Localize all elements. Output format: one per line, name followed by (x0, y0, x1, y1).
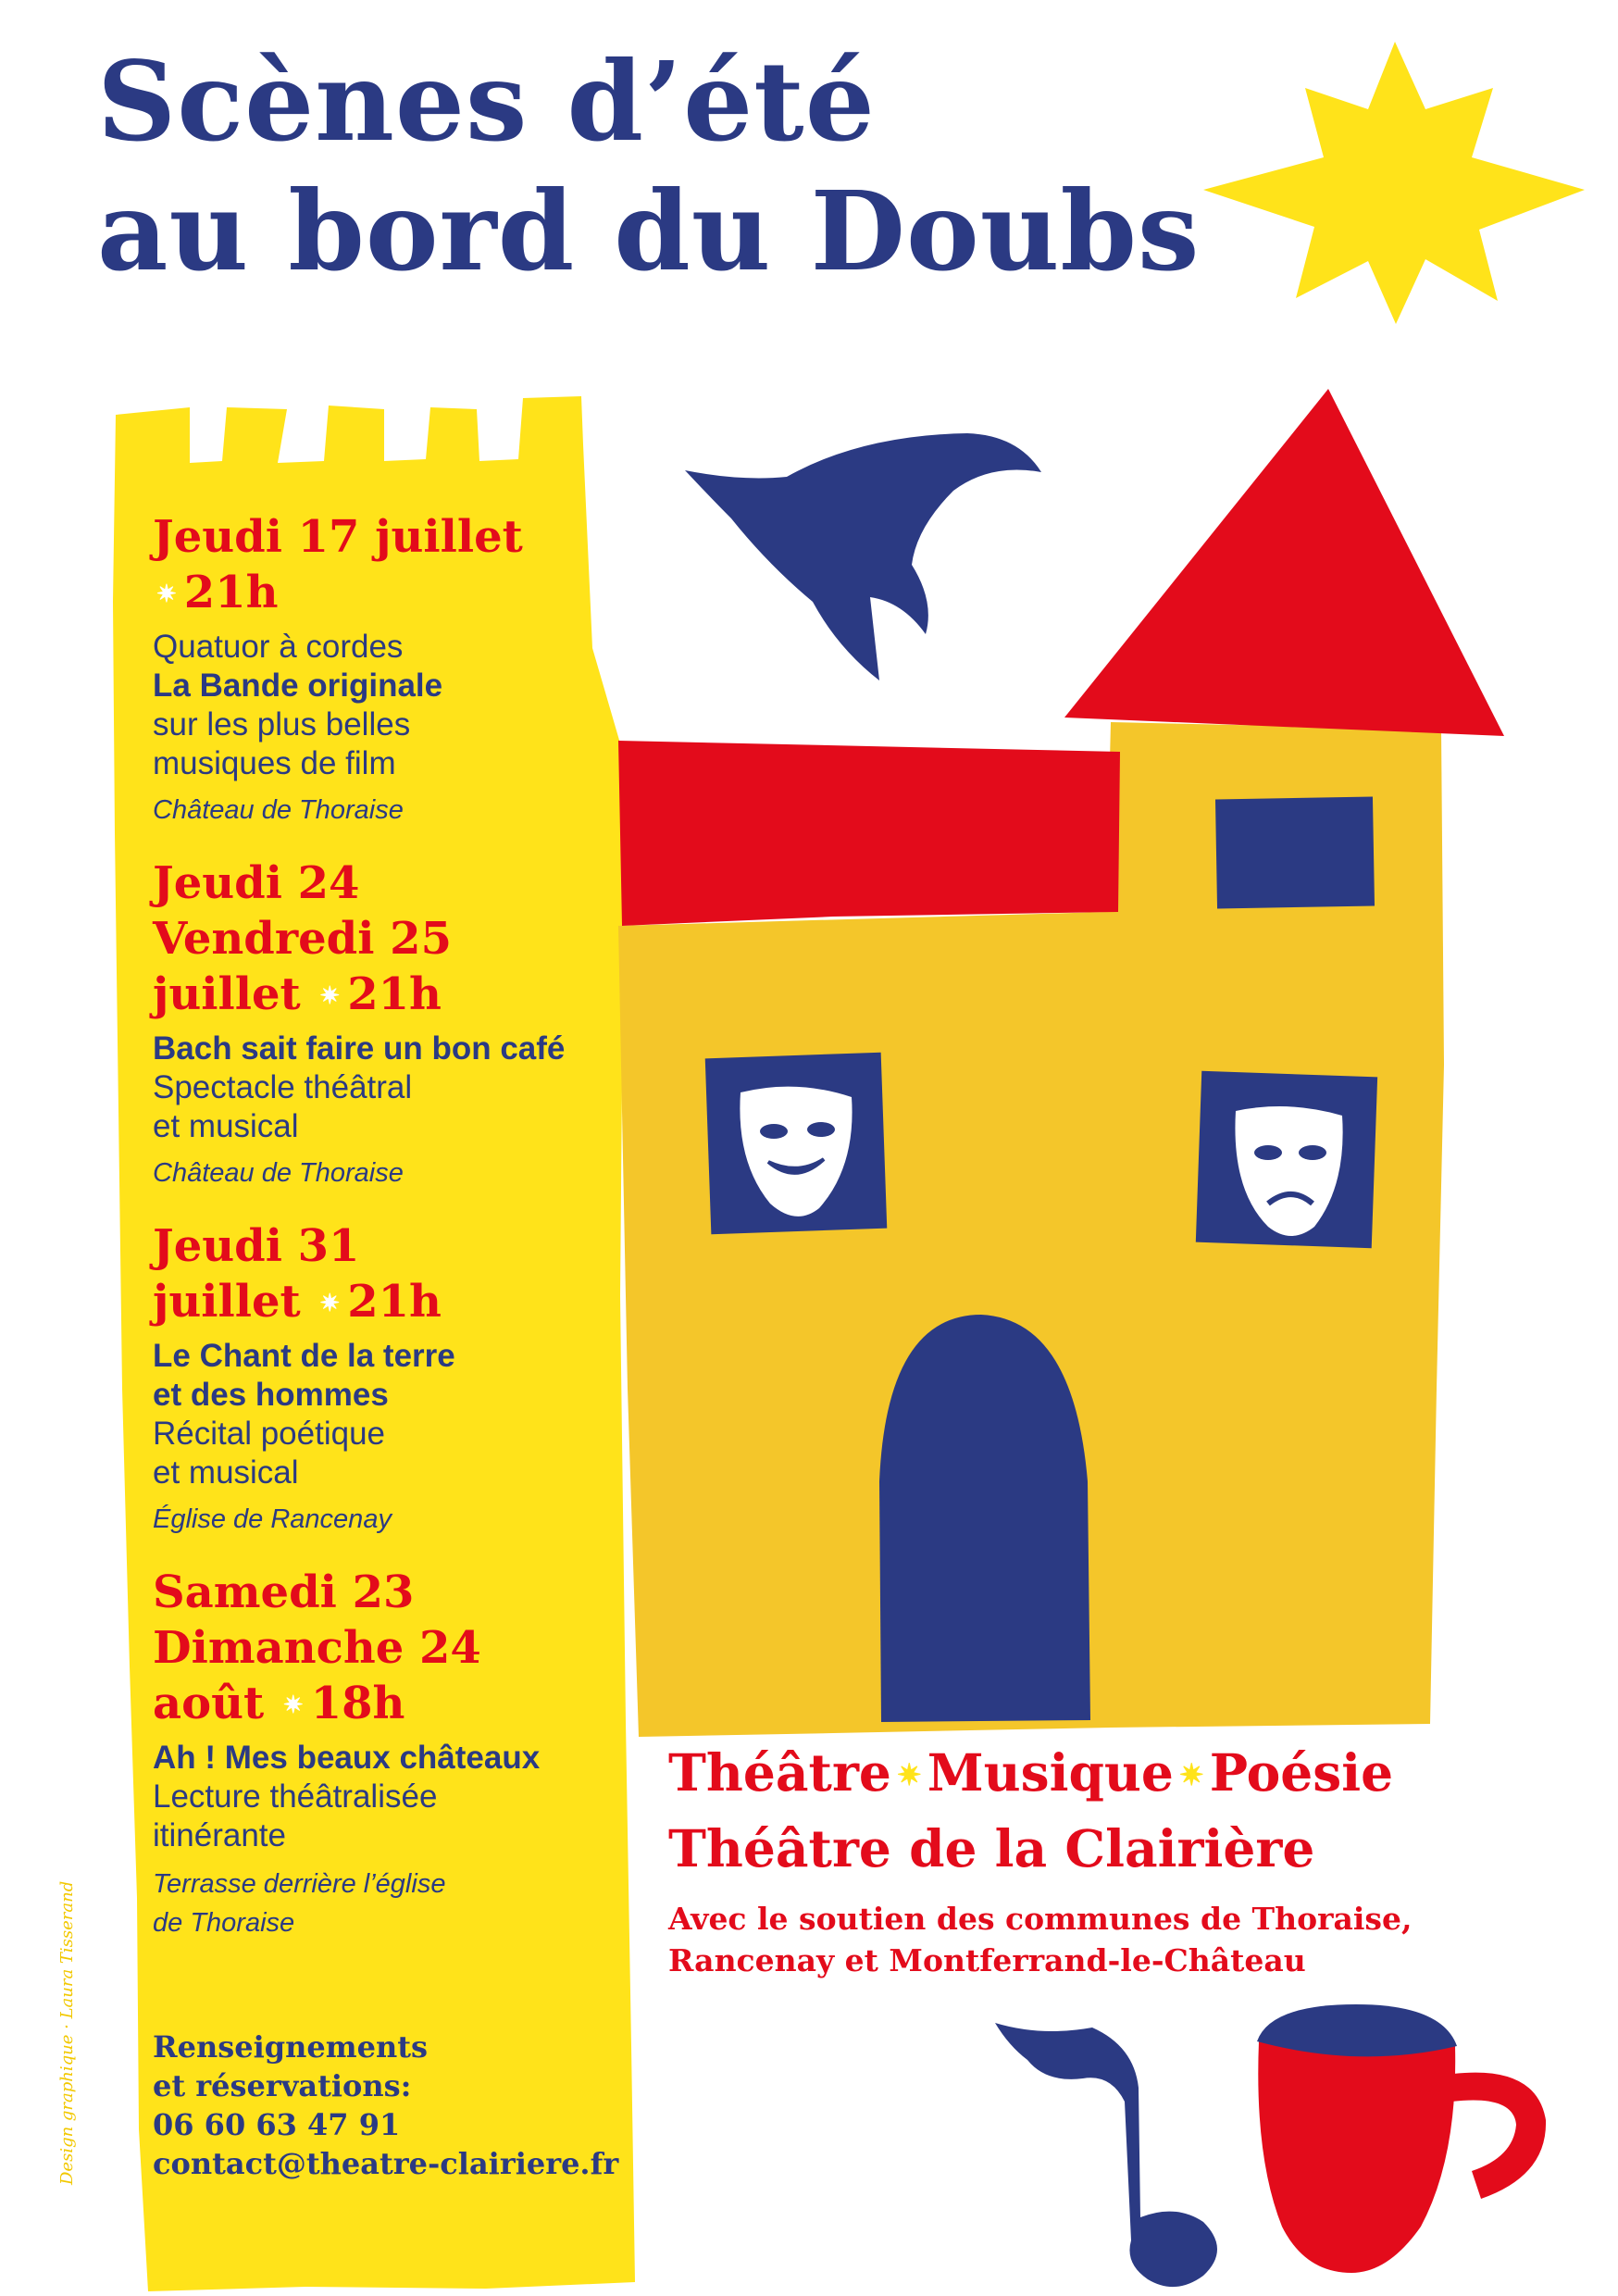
event-line: Lecture théâtralisée (153, 1778, 438, 1815)
event-line: Spectacle théâtral (153, 1069, 413, 1105)
genre-theatre: Théâtre (668, 1742, 891, 1803)
contact-block (153, 2028, 634, 2183)
support-line: Avec le soutien des communes de Thoraise, (668, 1901, 1413, 1937)
event-item (153, 855, 634, 1192)
star-icon: ✷ (319, 982, 341, 1010)
poster-title (97, 37, 1504, 296)
event-venue: Château de Thoraise (153, 795, 404, 825)
event-venue: Château de Thoraise (153, 1158, 404, 1188)
contact-heading: Renseignements (153, 2029, 429, 2065)
event-time: 21h (347, 968, 442, 1020)
event-time: 21h (347, 1276, 442, 1328)
event-time-line (153, 1676, 634, 1739)
event-time: 18h (310, 1678, 405, 1729)
event-title: et des hommes (153, 1377, 389, 1413)
star-icon: ✷ (1178, 1757, 1204, 1792)
event-time-line (153, 1274, 634, 1337)
star-icon: ✷ (156, 580, 177, 608)
event-item (153, 1565, 634, 1942)
event-time-line (153, 967, 634, 1029)
event-date-line: Dimanche 24 (153, 1622, 481, 1674)
event-title: Ah ! Mes beaux châteaux (153, 1740, 541, 1776)
event-month: juillet (153, 1276, 317, 1328)
event-venue: Église de Rancenay (153, 1504, 392, 1534)
design-credit: Design graphique · Laura Tisserand (57, 1880, 77, 2185)
genre-poetry: Poésie (1209, 1742, 1394, 1803)
star-icon: ✷ (896, 1757, 922, 1792)
event-line: et musical (153, 1454, 299, 1491)
event-title: Le Chant de la terre (153, 1338, 455, 1374)
event-month: juillet (153, 968, 317, 1020)
event-line: sur les plus belles (153, 706, 411, 742)
event-line: Quatuor à cordes (153, 629, 404, 665)
event-time: 21h (183, 567, 279, 618)
event-item (153, 1218, 634, 1539)
event-title: La Bande originale (153, 668, 443, 704)
poster-title-line-1: Scènes d’été (97, 37, 876, 166)
support-line: Rancenay et Montferrand-le-Château (668, 1942, 1306, 1978)
event-item (153, 509, 634, 830)
event-date-line: Samedi 23 (153, 1566, 415, 1618)
contact-email[interactable]: contact@theatre-clairiere.fr (153, 2146, 619, 2181)
event-month: août (153, 1678, 280, 1729)
genres-line (668, 1741, 1393, 1813)
event-venue: de Thoraise (153, 1908, 295, 1938)
music-note-icon (995, 2023, 1217, 2287)
event-date-line: Vendredi 25 (153, 913, 452, 965)
castle-red-band (618, 741, 1120, 926)
event-date-line: Jeudi 24 (153, 857, 360, 909)
contact-phone[interactable]: 06 60 63 47 91 (153, 2107, 401, 2142)
event-line: musiques de film (153, 745, 396, 781)
castle-red-roof (1064, 389, 1504, 736)
star-icon: ✷ (282, 1691, 304, 1719)
company-name: Théâtre de la Clairière (668, 1818, 1315, 1878)
castle-window (1215, 797, 1375, 909)
event-line: Récital poétique (153, 1416, 385, 1452)
event-line: et musical (153, 1108, 299, 1144)
event-list (153, 509, 634, 1968)
coffee-cup-icon (1258, 2041, 1546, 2273)
event-date-line: Jeudi 31 (153, 1220, 360, 1272)
castle-door (879, 1315, 1090, 1722)
event-time-line (153, 565, 634, 628)
event-venue: Terrasse derrière l’église (153, 1869, 446, 1899)
event-title: Bach sait faire un bon café (153, 1030, 566, 1067)
event-line: itinérante (153, 1817, 286, 1853)
event-date-line: Jeudi 17 juillet (153, 511, 523, 563)
star-icon: ✷ (319, 1290, 341, 1317)
support-text (668, 1898, 1548, 1981)
dove-icon (685, 433, 1041, 680)
genre-music: Musique (927, 1742, 1174, 1803)
contact-heading: et réservations: (153, 2068, 412, 2103)
poster-title-line-2: au bord du Doubs (97, 167, 1201, 295)
event-date (153, 509, 634, 565)
